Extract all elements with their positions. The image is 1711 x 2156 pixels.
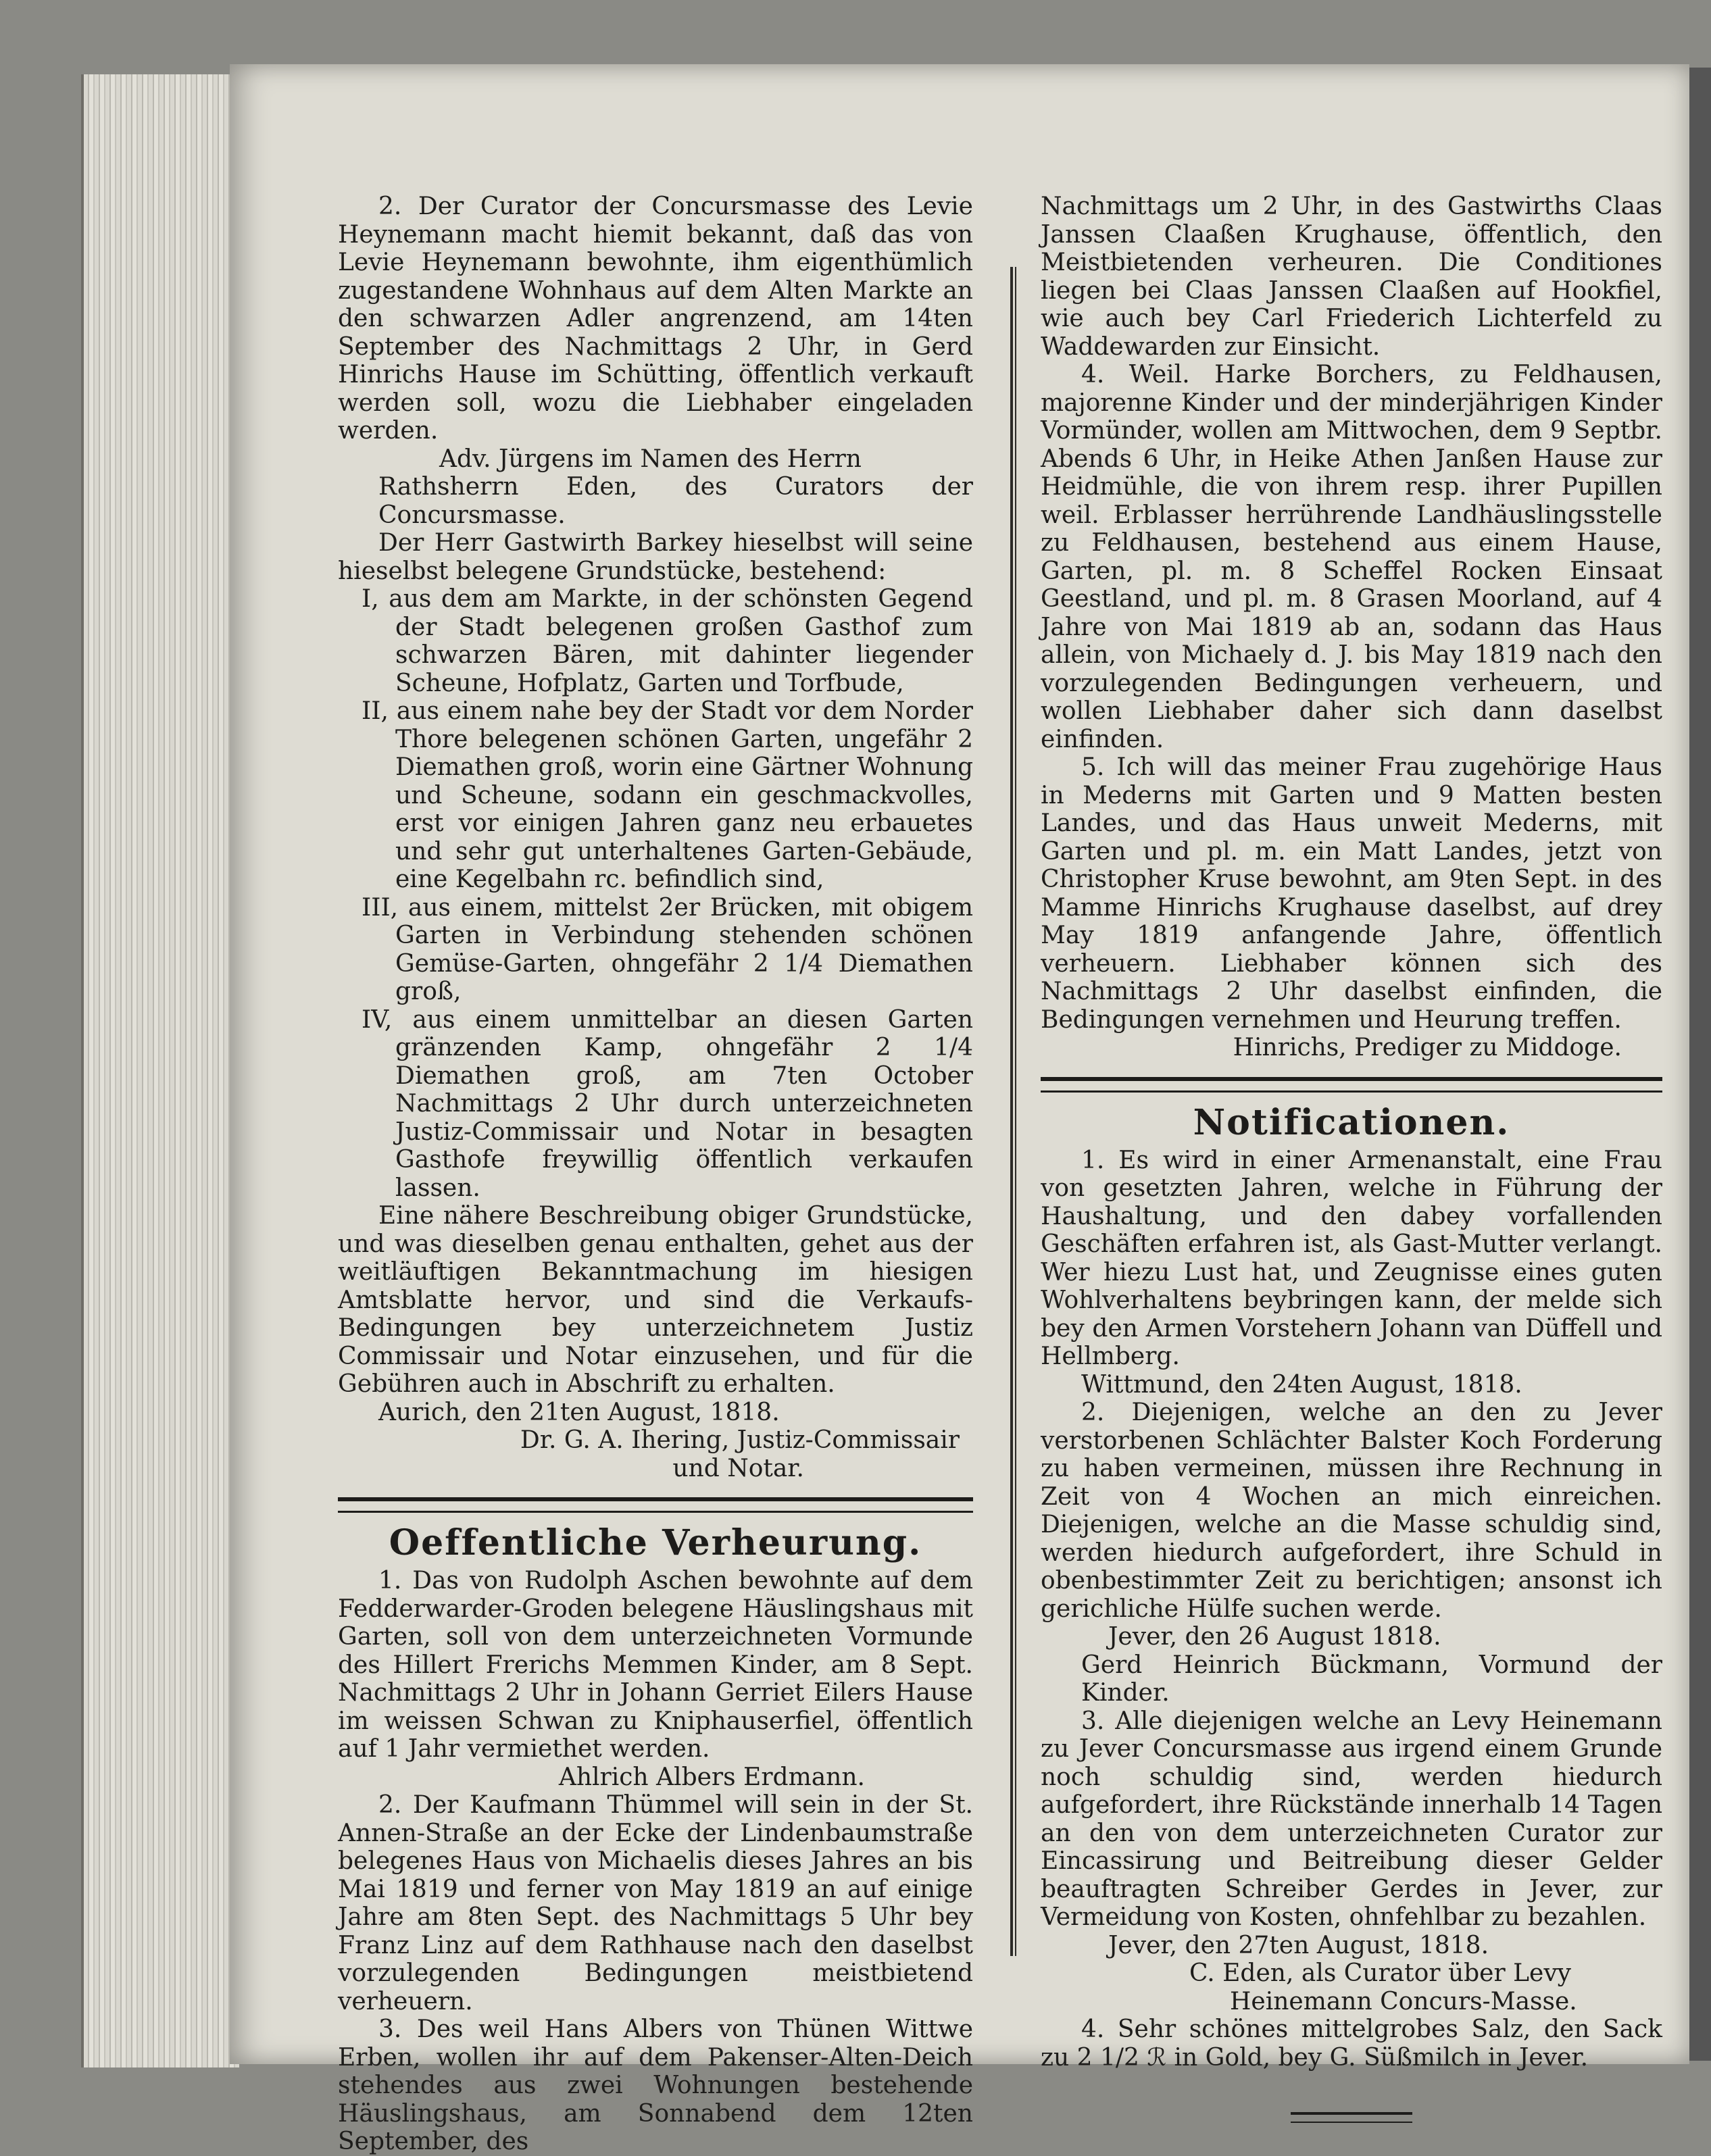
next-page-edge: [1689, 68, 1711, 2061]
signature-eden: Rathsherrn Eden, des Curators der Concursmasse.: [378, 473, 973, 529]
notice-verheurung-3: 3. Des weil Hans Albers von Thünen Wittwe Erben, wollen ihr auf dem Pakenser-Alten-Deich stehendes aus zwei Wohnungen bestehende Häuslingshaus, am Sonnabend dem 12ten September, des: [338, 2015, 973, 2155]
notice-barkey: Der Herr Gastwirth Barkey hieselbst will seine hieselbst belegene Grundstücke, bestehend:: [338, 529, 973, 585]
signature-erdmann: Ahlrich Albers Erdmann.: [558, 1763, 865, 1791]
list-item: IV, aus einem unmittelbar an diesen Garten gränzenden Kamp, ohngefähr 2 1/4 Diemathen groß, am 7ten October Nachmittags 2 Uhr durch unterzeichneten Justiz-Commissair und Notar in besagten Gasthofe freywillig öffentlich verkaufen lassen.: [362, 1005, 973, 1202]
signature-juergens: Adv. Jürgens im Namen des Herrn: [439, 445, 862, 473]
left-column: [338, 193, 973, 2156]
section-divider: [1041, 1077, 1662, 1093]
section-heading-notificationen: Notificationen.: [1193, 1101, 1510, 1143]
column-rule: [1015, 267, 1016, 1956]
dateline-jever-27: Jever, den 27ten August, 1818.: [1108, 1931, 1489, 1959]
newspaper-page: [230, 64, 1689, 2155]
signature-ihering: Dr. G. A. Ihering, Justiz-Commissair: [520, 1426, 960, 1454]
list-item: II, aus einem nahe bey der Stadt vor dem Norder Thore belegenen schönen Garten, ungefähr 2 Diemathen groß, worin eine Gärtner Wohnung und Scheune, sodann ein geschmackvolles, erst vor einigen Jahren ganz neu erbauetes und sehr gut unterhaltenes Garten-Gebäude, eine Kegelbahn rc. befindlich sind,: [362, 697, 973, 893]
notification-3: 3. Alle diejenigen welche an Levy Heinemann zu Jever Concursmasse aus irgend einem Grunde noch schuldig sind, werden hiedurch aufgefordert, ihre Rückstände innerhalb 14 Tagen an den von dem unterzeichneten Curator zur Eincassirung und Beitreibung dieser Gelder beauftragten Schreiber Gerdes in Jever, zur Vermeidung von Kosten, ohnfehlbar zu bezahlen.: [1041, 1707, 1662, 1931]
notice-verheurung-1: 1. Das von Rudolph Aschen bewohnte auf dem Fedderwarder-Groden belegene Häuslingshaus mit Garten, soll von dem unterzeichneten Vormunde des Hillert Frerichs Memmen Kinder, am 8 Sept. Nachmittags 2 Uhr in Johann Gerriet Eilers Hause im weissen Schwan zu Kniphauserfiel, öffentlich auf 1 Jahr vermiethet werden.: [338, 1567, 973, 1763]
notice-verheurung-3-continued: Nachmittags um 2 Uhr, in des Gastwirths Claas Janssen Claaßen Krughause, öffentlich, den Meistbietenden verheuren. Die Conditiones liegen bei Claas Janssen Claaßen auf Hookfiel, wie auch bey Carl Friederich Lichterfeld zu Waddewarden zur Einsicht.: [1041, 193, 1662, 361]
section-divider: [338, 1497, 973, 1513]
section-heading-verheurung: Oeffentliche Verheurung.: [389, 1522, 922, 1563]
signature-bueckmann: Gerd Heinrich Bückmann, Vormund der Kinder.: [1081, 1651, 1662, 1707]
book-page-edges: [81, 74, 239, 2067]
notice-verheurung-5: 5. Ich will das meiner Frau zugehörige Haus in Mederns mit Garten und 9 Matten besten Landes, und das Haus unweit Mederns, mit Garten und pl. m. ein Matt Landes, jetzt von Christopher Kruse bewohnt, am 9ten Sept. in des Mamme Hinrichs Krughause daselbst, auf drey May 1819 anfangende Jahre, öffentlich verheuern. Liebhaber können sich des Nachmittags 2 Uhr daselbst einfinden, die Bedingungen vernehmen und Heurung treffen.: [1041, 753, 1662, 1034]
end-ornament: [1291, 2112, 1412, 2123]
signature-eden-curator: C. Eden, als Curator über Levy: [1189, 1959, 1572, 1987]
notification-1: 1. Es wird in einer Armenanstalt, eine Frau von gesetzten Jahren, welche in Führung der Haushaltung, und den dabey vorfallenden Geschäften erfahren ist, als Gast-Mutter verlangt. Wer hiezu Lust hat, und Zeugnisse eines guten Wohlverhaltens beybringen kann, der melde sich bey den Armen Vorstehern Johann van Düffell und Hellmberg.: [1041, 1146, 1662, 1370]
notice-concursmasse: 2. Der Curator der Concursmasse des Levie Heynemann macht hiemit bekannt, daß das von Levie Heynemann bewohnte, ihm eigenthümlich zugestandene Wohnhaus auf dem Alten Markte an den schwarzen Adler angrenzend, am 14ten September des Nachmittags 2 Uhr, in Gerd Hinrichs Hause im Schütting, öffentlich verkauft werden soll, wozu die Liebhaber eingeladen werden.: [338, 193, 973, 445]
right-column: [1041, 193, 1662, 2123]
notice-verheurung-4: 4. Weil. Harke Borchers, zu Feldhausen, majorenne Kinder und der minderjährigen Kinder Vormünder, wollen am Mittwochen, dem 9 Septbr. Abends 6 Uhr, in Heike Athen Janßen Hause zur Heidmühle, die von ihrem resp. ihrer Pupillen weil. Erblasser herrührende Landhäuslingsstelle zu Feldhausen, bestehend aus einem Hause, Garten, pl. m. 8 Scheffel Rocken Einsaat Geestland, und pl. m. 8 Grasen Moorland, auf 4 Jahre von Mai 1819 ab an, sodann das Haus allein, von Michaely d. J. bis May 1819 nach den vorzulegenden Bedingungen verheuern, und wollen Liebhaber daher sich dann daselbst einfinden.: [1041, 361, 1662, 753]
notification-2: 2. Diejenigen, welche an den zu Jever verstorbenen Schlächter Balster Koch Forderung zu haben vermeinen, müssen ihre Rechnung in Zeit von 4 Wochen an mich einreichen. Diejenigen, welche an die Masse schuldig sind, werden hiedurch aufgefordert, ihre Schuld in obenbestimmter Zeit zu berichtigen; ansonst ich gerichliche Hülfe suchen werde.: [1041, 1399, 1662, 1623]
dateline-aurich: Aurich, den 21ten August, 1818.: [378, 1398, 780, 1426]
column-rule: [1010, 267, 1013, 1956]
notification-4: 4. Sehr schönes mittelgrobes Salz, den Sack zu 2 1/2 ℛ in Gold, bey G. Süßmilch in Jever.: [1041, 2015, 1662, 2072]
dateline-jever-26: Jever, den 26 August 1818.: [1108, 1623, 1441, 1651]
list-item: III, aus einem, mittelst 2er Brücken, mit obigem Garten in Verbindung stehenden schönen Gemüse-Garten, ohngefähr 2 1/4 Diemathen groß,: [362, 893, 973, 1005]
notice-verheurung-2: 2. Der Kaufmann Thümmel will sein in der St. Annen-Straße an der Ecke der Lindenbaumstraße belegenes Haus von Michaelis dieses Jahres an bis Mai 1819 und ferner von May 1819 an auf einige Jahre am 8ten Sept. des Nachmittags 5 Uhr bey Franz Linz auf dem Rathhause nach den daselbst vorzulegenden Bedingungen meistbietend verheuern.: [338, 1791, 973, 2015]
list-item: I, aus dem am Markte, in der schönsten Gegend der Stadt belegenen großen Gasthof zum schwarzen Bären, mit dahinter liegender Scheune, Hofplatz, Garten und Torfbude,: [362, 585, 973, 697]
signature-hinrichs: Hinrichs, Prediger zu Middoge.: [1233, 1034, 1622, 1061]
notice-description: Eine nähere Beschreibung obiger Grundstücke, und was dieselben genau enthalten, gehet aus der weitläuftigen Bekanntmachung im hiesigen Amtsblatte hervor, und sind die Verkaufs-Bedingungen bey unterzeichnetem Justiz Commissair und Notar einzusehen, und für die Gebühren auch in Abschrift zu erhalten.: [338, 1202, 973, 1398]
signature-notar: und Notar.: [672, 1454, 804, 1482]
dateline-wittmund: Wittmund, den 24ten August, 1818.: [1081, 1370, 1522, 1399]
signature-concurs-masse: Heinemann Concurs-Masse.: [1230, 1987, 1577, 2015]
